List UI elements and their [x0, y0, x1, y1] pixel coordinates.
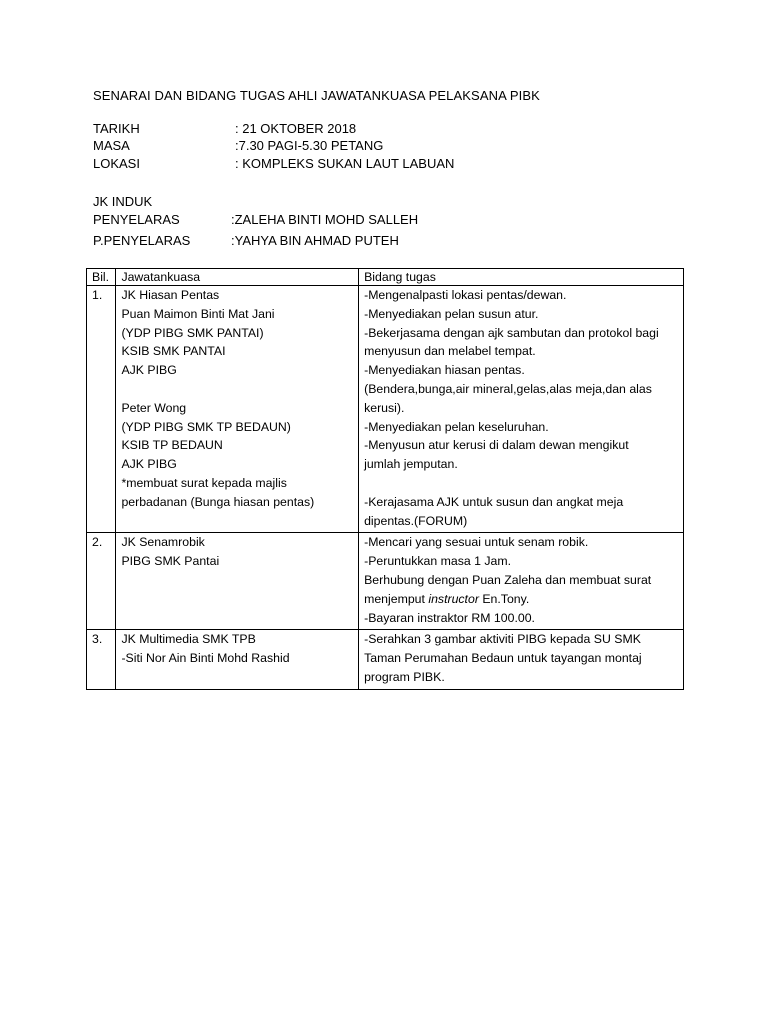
tugas-line: -Menyediakan hiasan pentas.	[364, 363, 525, 378]
header-jawatankuasa: Jawatankuasa	[116, 269, 359, 286]
lokasi-label: LOKASI	[93, 156, 140, 171]
penyelaras-label: PENYELARAS	[93, 212, 180, 227]
tugas-line: (Bendera,bunga,air mineral,gelas,alas meja,dan alas	[364, 381, 652, 396]
tugas-line: -Peruntukkan masa 1 Jam.	[364, 554, 512, 569]
tugas-line: -Serahkan 3 gambar aktiviti PIBG kepada SU SMK	[364, 632, 641, 647]
tugas-line: -Menyediakan pelan susun atur.	[364, 306, 539, 321]
tugas-line: jumlah jemputan.	[364, 457, 458, 472]
tugas-line: -Bekerjasama dengan ajk sambutan dan protokol bagi	[364, 325, 659, 340]
jk-line: (YDP PIBG SMK TP BEDAUN)	[121, 419, 291, 434]
document-title: SENARAI DAN BIDANG TUGAS AHLI JAWATANKUASA PELAKSANA PIBK	[93, 88, 540, 103]
jk-line: JK Senamrobik	[121, 535, 205, 550]
tugas-line: program PIBK.	[364, 669, 445, 684]
tugas-line: -Kerajasama AJK untuk susun dan angkat meja	[364, 494, 624, 509]
table-row	[87, 630, 684, 689]
tugas-line: -Bayaran instraktor RM 100.00.	[364, 610, 535, 625]
tugas-text: menjemput	[364, 591, 429, 606]
tugas-line: -Mencari yang sesuai untuk senam robik.	[364, 535, 589, 550]
row-3-jawatankuasa	[116, 630, 359, 689]
row-1-jawatankuasa	[116, 286, 359, 533]
row-1-bil: 1.	[87, 286, 116, 533]
jk-line: JK Hiasan Pentas	[121, 288, 220, 302]
jk-line: JK Multimedia SMK TPB	[121, 632, 256, 647]
tugas-italic-text: instructor	[428, 591, 479, 606]
table-row	[87, 533, 684, 630]
jk-line: AJK PIBG	[121, 457, 177, 472]
row-1-bidang-tugas	[359, 286, 684, 533]
jk-line	[121, 380, 358, 399]
tugas-line: kerusi).	[364, 400, 405, 415]
header-bidang-tugas: Bidang tugas	[359, 269, 684, 286]
tugas-line: -Menyediakan pelan keseluruhan.	[364, 419, 549, 434]
header-bil: Bil.	[87, 269, 116, 286]
table-header-row	[87, 269, 684, 286]
row-3-bil: 3.	[87, 630, 116, 689]
lokasi-value: : KOMPLEKS SUKAN LAUT LABUAN	[235, 156, 455, 171]
jk-line: perbadanan (Bunga hiasan pentas)	[121, 494, 315, 509]
tugas-text: En.Tony.	[478, 591, 530, 606]
jk-line: Peter Wong	[121, 400, 187, 415]
tugas-line	[364, 474, 683, 493]
duties-table	[86, 268, 684, 690]
table-row	[87, 286, 684, 533]
jk-line: KSIB SMK PANTAI	[121, 344, 226, 359]
penyelaras-value: :ZALEHA BINTI MOHD SALLEH	[231, 212, 419, 227]
masa-label: MASA	[93, 138, 130, 153]
p-penyelaras-label: P.PENYELARAS	[93, 233, 191, 248]
tugas-line: -Mengenalpasti lokasi pentas/dewan.	[364, 288, 567, 302]
row-2-bidang-tugas	[359, 533, 684, 630]
jk-induk-heading: JK INDUK	[93, 194, 153, 209]
row-2-bil: 2.	[87, 533, 116, 630]
tugas-line: Berhubung dengan Puan Zaleha dan membuat surat	[364, 572, 652, 587]
masa-value: :7.30 PAGI-5.30 PETANG	[235, 138, 384, 153]
jk-line: -Siti Nor Ain Binti Mohd Rashid	[121, 651, 290, 666]
jk-line: AJK PIBG	[121, 363, 177, 378]
jk-line: Puan Maimon Binti Mat Jani	[121, 306, 275, 321]
row-3-bidang-tugas	[359, 630, 684, 689]
tugas-line-with-italic	[364, 590, 683, 609]
tugas-line: menyusun dan melabel tempat.	[364, 344, 536, 359]
jk-line: *membuat surat kepada majlis	[121, 475, 287, 490]
p-penyelaras-value: :YAHYA BIN AHMAD PUTEH	[231, 233, 399, 248]
jk-line: (YDP PIBG SMK PANTAI)	[121, 325, 264, 340]
row-2-jawatankuasa	[116, 533, 359, 630]
jk-line: PIBG SMK Pantai	[121, 554, 220, 569]
tugas-line: -Menyusun atur kerusi di dalam dewan mengikut	[364, 438, 629, 453]
jk-line: KSIB TP BEDAUN	[121, 438, 223, 453]
tugas-line: Taman Perumahan Bedaun untuk tayangan montaj	[364, 651, 642, 666]
tarikh-value: : 21 OKTOBER 2018	[235, 121, 357, 136]
tugas-line: dipentas.(FORUM)	[364, 513, 468, 528]
tarikh-label: TARIKH	[93, 121, 140, 136]
